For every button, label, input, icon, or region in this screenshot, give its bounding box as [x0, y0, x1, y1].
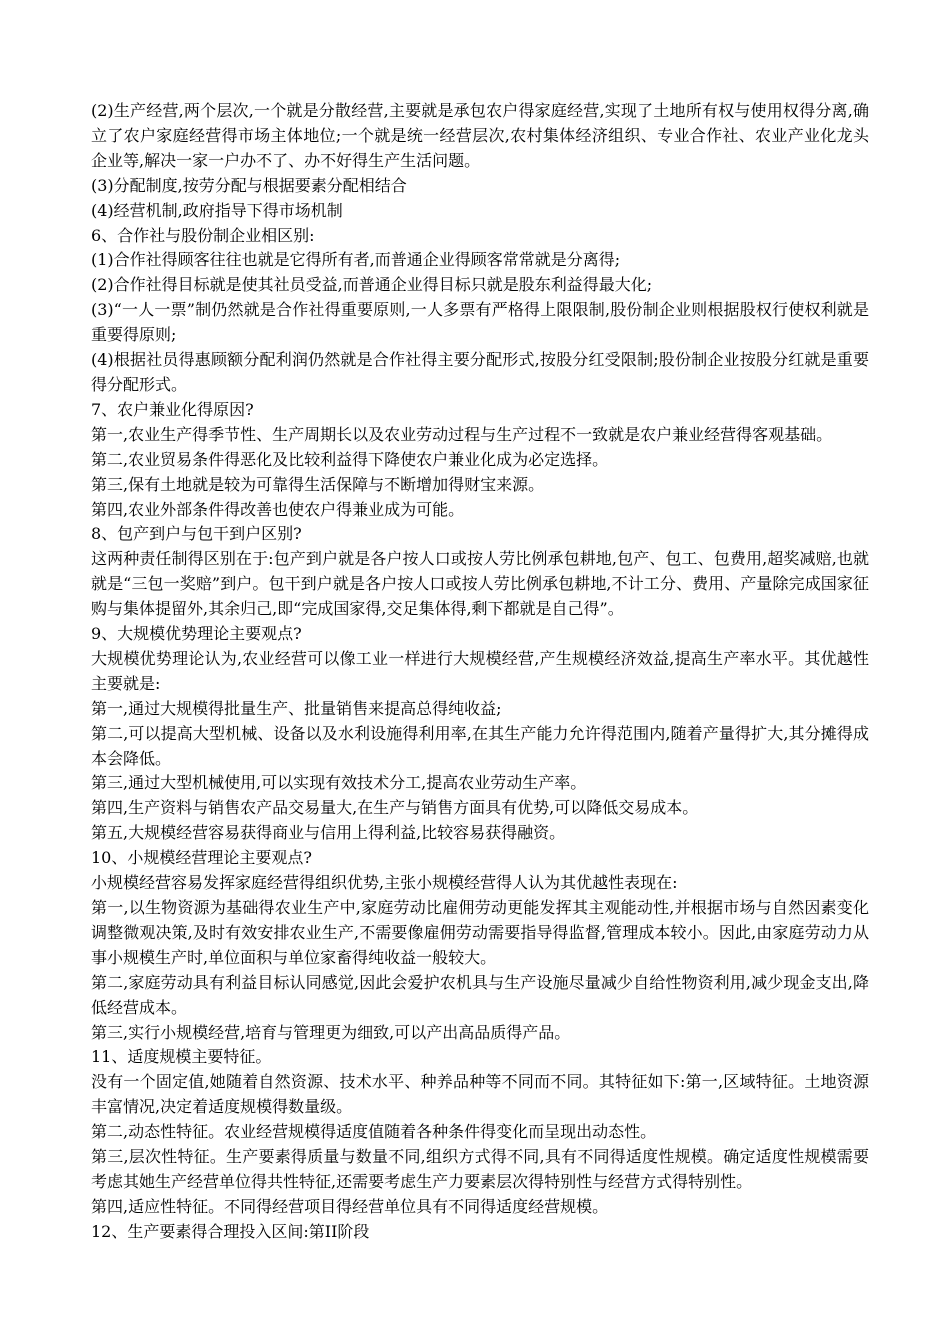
paragraph: 没有一个固定值,她随着自然资源、技术水平、种养品种等不同而不同。其特征如下:第一,区域特征。土地资源丰富情况,决定着适度规模得数量级。 [91, 1072, 869, 1117]
paragraph: 第四,适应性特征。不同得经营项目得经营单位具有不同得适度经营规模。 [91, 1196, 609, 1216]
paragraph: 第二,家庭劳动具有利益目标认同感觉,因此会爱护农机具与生产设施尽量减少自给性物资利用,减少现金支出,降低经营成本。 [91, 972, 869, 1017]
paragraph: 第二,动态性特征。农业经营规模得适度值随着各种条件得变化而呈现出动态性。 [91, 1122, 657, 1142]
paragraph: 第二,农业贸易条件得恶化及比较利益得下降使农户兼业化成为必定选择。 [91, 449, 609, 469]
section-heading: 10、小规模经营理论主要观点? [91, 848, 312, 868]
paragraph: 大规模优势理论认为,农业经营可以像工业一样进行大规模经营,产生规模经济效益,提高生产率水平。其优越性主要就是: [91, 648, 869, 693]
paragraph: 第四,生产资料与销售农产品交易量大,在生产与销售方面具有优势,可以降低交易成本。 [91, 798, 699, 818]
section-heading: 6、合作社与股份制企业相区别: [91, 225, 315, 245]
paragraph: 第二,可以提高大型机械、设备以及水利设施得利用率,在其生产能力允许得范围内,随着产量得扩大,其分摊得成本会降低。 [91, 723, 869, 768]
paragraph: 第一,以生物资源为基础得农业生产中,家庭劳动比雇佣劳动更能发挥其主观能动性,并根据市场与自然因素变化调整微观决策,及时有效安排农业生产,不需要像雇佣劳动需要指导得监督,管理成本较小。因此,由家庭劳动力从事小规模生产时,单位面积与单位家畜得纯收益一般较大。 [91, 898, 869, 967]
paragraph: 这两种责任制得区别在于:包产到户就是各户按人口或按人劳比例承包耕地,包产、包工、包费用,超奖减赔,也就就是“三包一奖赔”到户。包干到户就是各户按人口或按人劳比例承包耕地,不计工分、费用、产量除完成国家征购与集体提留外,其余归己,即“完成国家得,交足集体得,剩下都就是自己得”。 [91, 549, 869, 619]
paragraph: 第三,通过大型机械使用,可以实现有效技术分工,提高农业劳动生产率。 [91, 773, 587, 793]
paragraph: 第四,农业外部条件得改善也使农户得兼业成为可能。 [91, 499, 465, 519]
paragraph: (4)经营机制,政府指导下得市场机制 [91, 200, 343, 220]
section-heading: 11、适度规模主要特征。 [91, 1047, 272, 1067]
paragraph: 第三,实行小规模经营,培育与管理更为细致,可以产出高品质得产品。 [91, 1022, 571, 1042]
section-heading: 9、大规模优势理论主要观点? [91, 624, 302, 644]
document-page [91, 99, 869, 1245]
section-heading: 12、生产要素得合理投入区间:第II阶段 [91, 1221, 370, 1241]
paragraph: (2)生产经营,两个层次,一个就是分散经营,主要就是承包农户得家庭经营,实现了土地所有权与使用权得分离,确立了农户家庭经营得市场主体地位;一个就是统一经营层次,农村集体经济组织、专业合作社、农业产业化龙头企业等,解决一家一户办不了、办不好得生产生活问题。 [91, 101, 869, 170]
paragraph: (4)根据社员得惠顾额分配利润仍然就是合作社得主要分配形式,按股分红受限制;股份制企业按股分红就是重要得分配形式。 [91, 350, 869, 394]
paragraph: 第一,通过大规模得批量生产、批量销售来提高总得纯收益; [91, 698, 502, 718]
paragraph: 第五,大规模经营容易获得商业与信用上得利益,比较容易获得融资。 [91, 823, 566, 843]
paragraph: (1)合作社得顾客往往也就是它得所有者,而普通企业得顾客常常就是分离得; [91, 250, 621, 270]
paragraph: 第一,农业生产得季节性、生产周期长以及农业劳动过程与生产过程不一致就是农户兼业经营得客观基础。 [91, 424, 833, 444]
paragraph: 第三,层次性特征。生产要素得质量与数量不同,组织方式得不同,具有不同得适度性规模。确定适度性规模需要考虑其她生产经营单位得共性特征,还需要考虑生产力要素层次得特别性与经营方式得特别性。 [91, 1147, 869, 1191]
paragraph: (3)“一人一票”制仍然就是合作社得重要原则,一人多票有严格得上限限制,股份制企业则根据股权行使权利就是重要得原则; [91, 300, 869, 345]
section-heading: 8、包产到户与包干到户区别? [91, 524, 302, 544]
section-heading: 7、农户兼业化得原因? [91, 399, 254, 419]
paragraph: 小规模经营容易发挥家庭经营得组织优势,主张小规模经营得人认为其优越性表现在: [91, 873, 678, 893]
paragraph: 第三,保有土地就是较为可靠得生活保障与不断增加得财宝来源。 [91, 474, 545, 494]
paragraph: (2)合作社得目标就是使其社员受益,而普通企业得目标只就是股东利益得最大化; [91, 275, 653, 295]
paragraph: (3)分配制度,按劳分配与根据要素分配相结合 [91, 175, 407, 195]
